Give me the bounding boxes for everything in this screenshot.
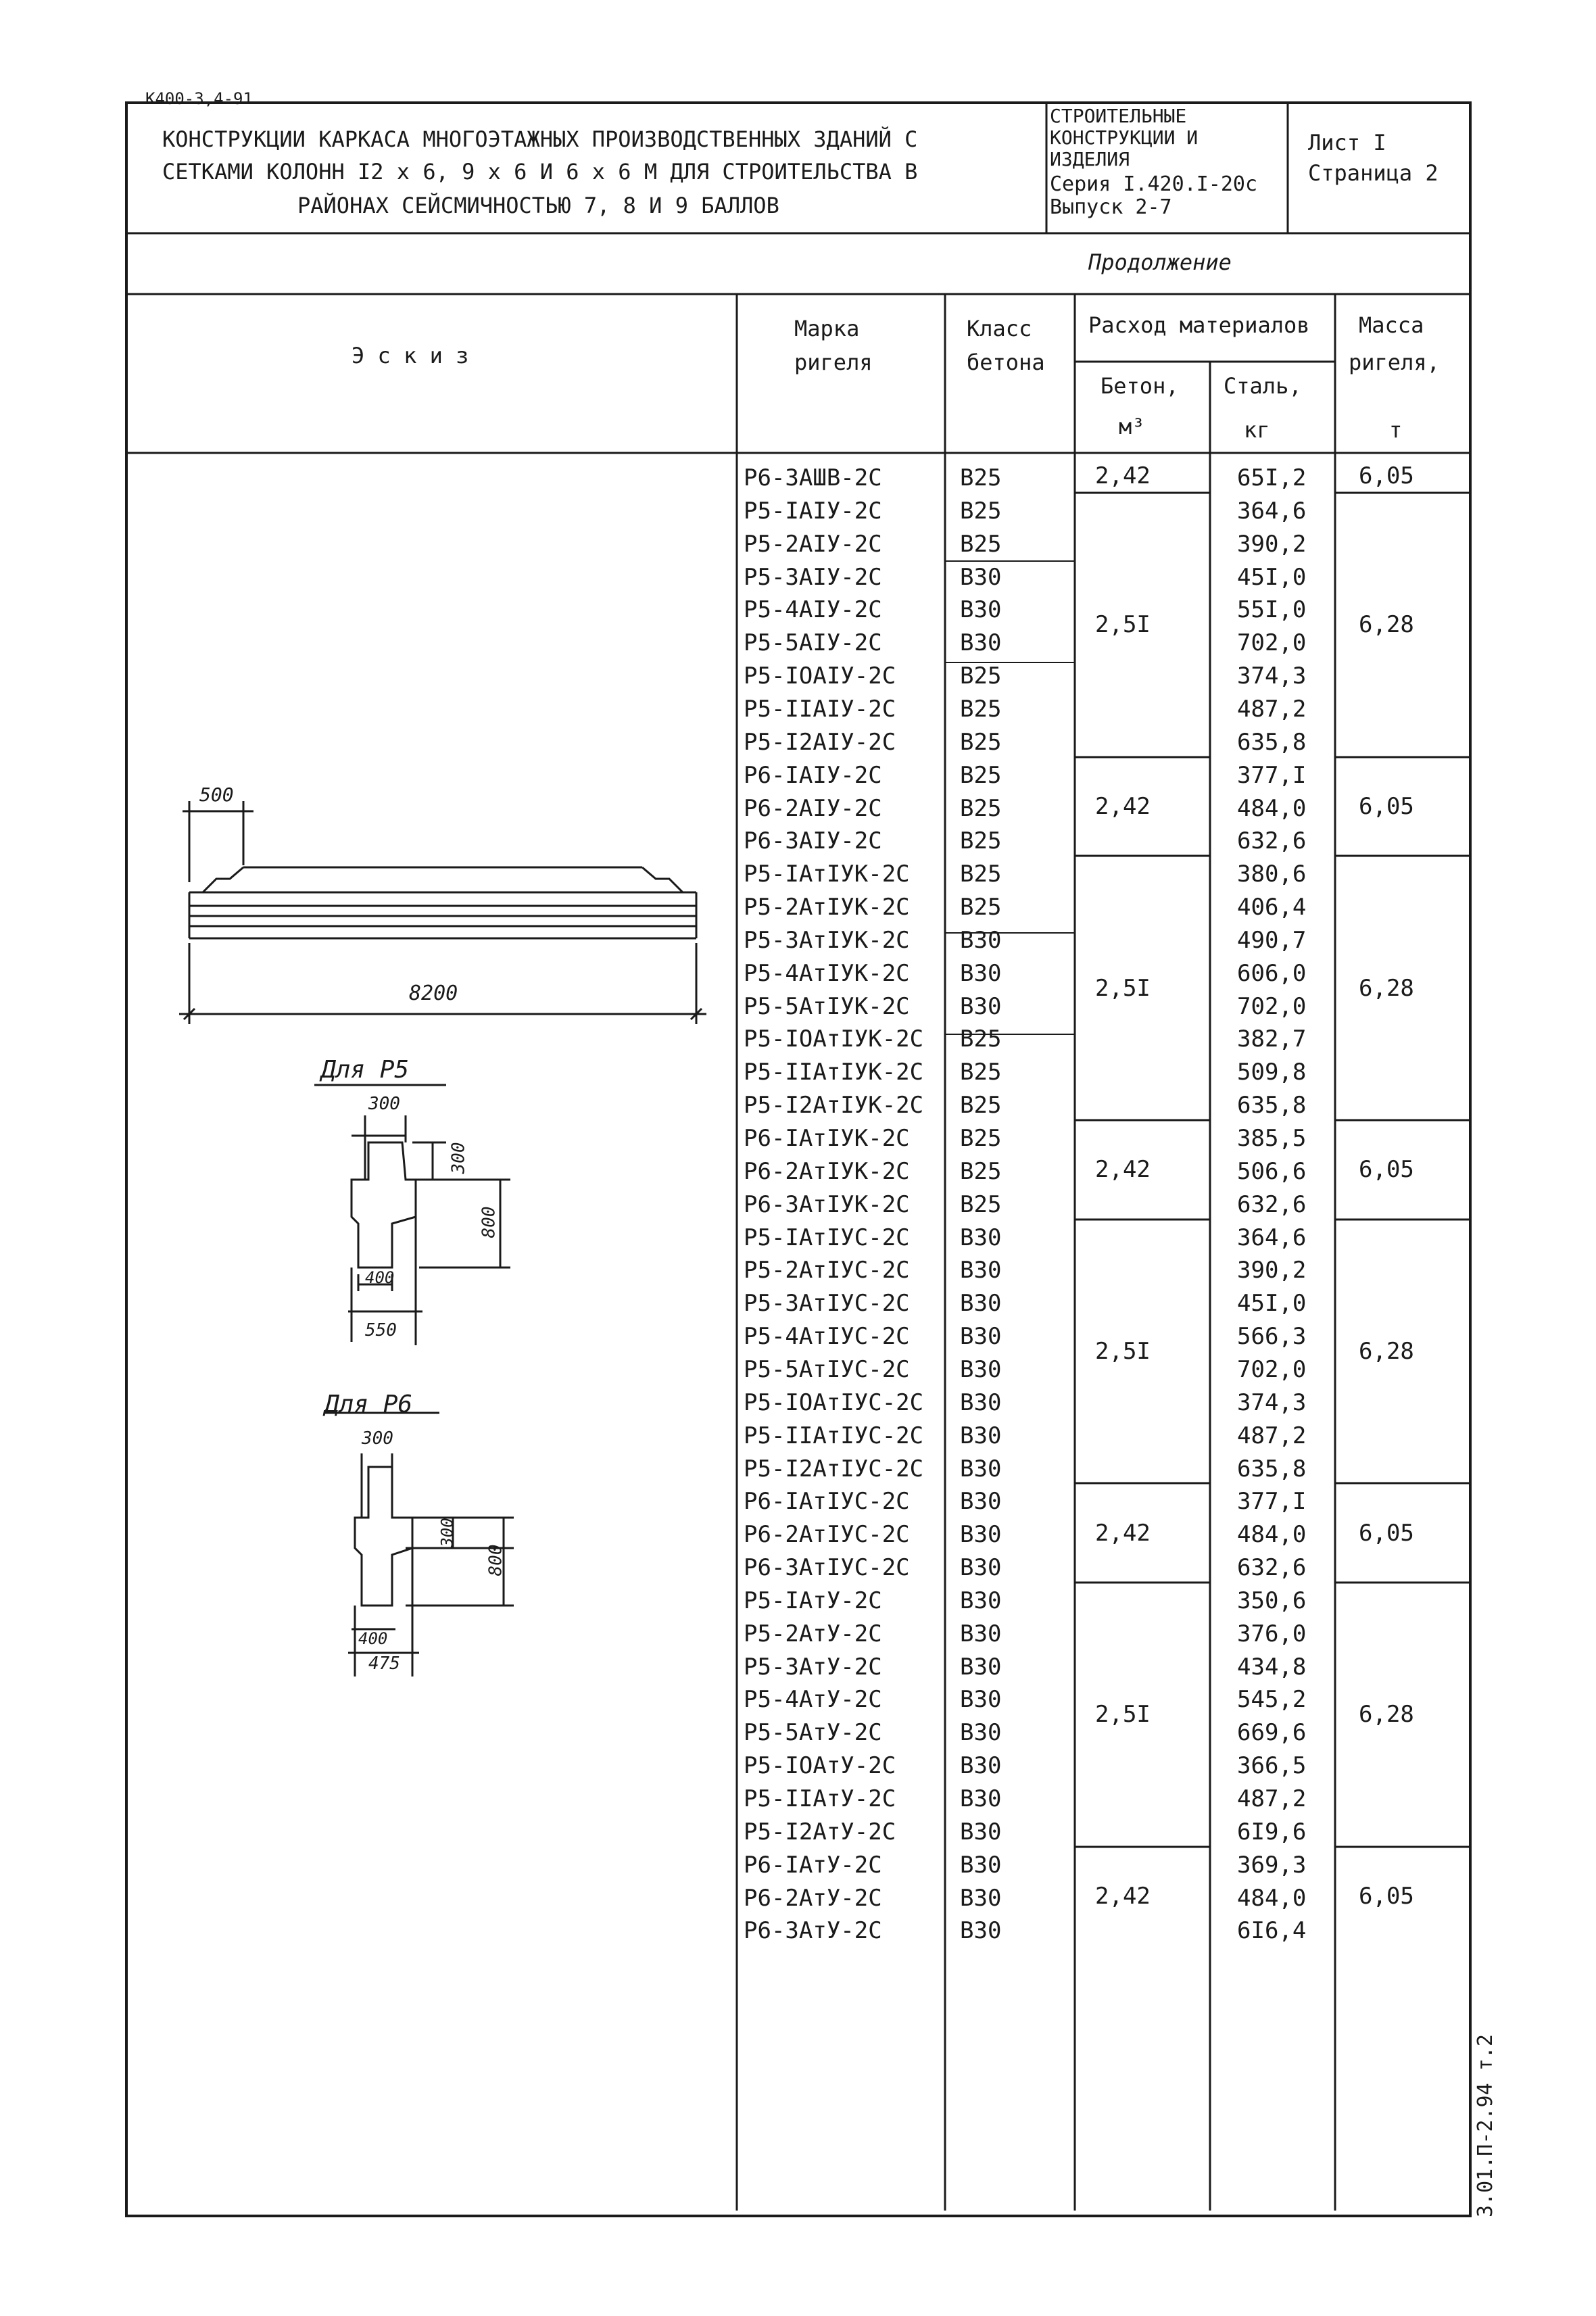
document-code: К400-3,4-91: [145, 89, 253, 108]
row-class: В30: [960, 1356, 1002, 1383]
group-mass: 6,28: [1359, 975, 1414, 1002]
row-class: В30: [960, 596, 1002, 623]
sheet-number: Лист I: [1308, 130, 1386, 155]
row-class: В30: [960, 1323, 1002, 1350]
group-concrete: 2,42: [1095, 793, 1151, 820]
row-class: В30: [960, 1422, 1002, 1449]
row-class: В30: [960, 1389, 1002, 1416]
p5-dim-800: 800: [479, 1206, 500, 1238]
row-steel: 487,2: [1237, 1785, 1307, 1812]
p6-dim-475: 475: [368, 1654, 400, 1674]
header-sketch: Э с к и з: [352, 343, 469, 368]
row-mark: Р6-3AIУ-2С: [744, 827, 882, 854]
header-concrete-2: м³: [1119, 414, 1145, 439]
row-class: В30: [960, 1852, 1002, 1879]
p5-dim-550: 550: [365, 1320, 397, 1341]
p6-dim-400: 400: [358, 1629, 388, 1648]
row-steel: 390,2: [1237, 531, 1307, 558]
row-class: В25: [960, 464, 1002, 491]
row-steel: 702,0: [1237, 1356, 1307, 1383]
row-steel: 484,0: [1237, 1521, 1307, 1548]
row-mark: Р5-IАтIУС-2С: [744, 1224, 910, 1251]
row-mark: Р5-IIАтУ-2С: [744, 1785, 896, 1812]
row-mark: Р5-3АтIУК-2С: [744, 927, 910, 954]
row-class: В30: [960, 1719, 1002, 1746]
p5-label: Для Р5: [321, 1056, 410, 1084]
continuation-label: Продолжение: [1088, 249, 1232, 275]
row-mark: Р5-4АтУ-2С: [744, 1686, 882, 1713]
row-class: В25: [960, 1059, 1002, 1086]
header-steel-2: кг: [1244, 417, 1270, 443]
group-mass: 6,28: [1359, 611, 1414, 638]
row-class: В25: [960, 696, 1002, 723]
series-line-3: ИЗДЕЛИЯ: [1050, 148, 1130, 170]
row-mark: Р5-4AIУ-2С: [744, 596, 882, 623]
row-steel: 390,2: [1237, 1257, 1307, 1284]
p6-dim-300-width: 300: [362, 1428, 393, 1449]
row-steel: 487,2: [1237, 696, 1307, 723]
row-class: В30: [960, 564, 1002, 591]
p5-dim-300-width: 300: [368, 1094, 400, 1114]
row-mark: Р6-3АтIУК-2С: [744, 1191, 910, 1218]
row-class: В30: [960, 1587, 1002, 1614]
row-steel: 369,3: [1237, 1852, 1307, 1879]
row-steel: 406,4: [1237, 894, 1307, 921]
row-steel: 635,8: [1237, 1455, 1307, 1482]
row-steel: 364,6: [1237, 498, 1307, 525]
row-steel: 366,5: [1237, 1752, 1307, 1779]
row-steel: 702,0: [1237, 629, 1307, 656]
row-steel: 380,6: [1237, 861, 1307, 888]
header-materials: Расход материалов: [1088, 312, 1310, 338]
group-mass: 6,05: [1359, 462, 1414, 489]
series-line-4: Серия I.420.I-20с: [1050, 172, 1258, 196]
row-class: В30: [960, 993, 1002, 1020]
row-steel: 506,6: [1237, 1158, 1307, 1185]
row-mark: Р5-4АтIУС-2С: [744, 1323, 910, 1350]
row-steel: 65I,2: [1237, 464, 1307, 491]
row-mark: Р5-IOAIУ-2С: [744, 662, 896, 690]
p6-dim-800: 800: [485, 1544, 506, 1576]
title-line-1: КОНСТРУКЦИИ КАРКАСА МНОГОЭТАЖНЫХ ПРОИЗВОДСТВЕННЫХ ЗДАНИЙ С: [162, 126, 918, 152]
row-class: В25: [960, 762, 1002, 789]
row-class: В25: [960, 1191, 1002, 1218]
row-class: В30: [960, 1290, 1002, 1317]
row-steel: 606,0: [1237, 960, 1307, 987]
row-mark: Р5-2АтIУК-2С: [744, 894, 910, 921]
row-class: В25: [960, 729, 1002, 756]
row-mark: Р5-IOАтIУК-2С: [744, 1026, 924, 1053]
header-mass-3: т: [1389, 417, 1403, 443]
title-line-3: РАЙОНАХ СЕЙСМИЧНОСТЬЮ 7, 8 И 9 БАЛЛОВ: [297, 193, 779, 218]
p5-dim-400: 400: [365, 1268, 395, 1287]
row-class: В30: [960, 1686, 1002, 1713]
page-number: Страница 2: [1308, 160, 1438, 186]
row-class: В30: [960, 960, 1002, 987]
row-class: В30: [960, 1554, 1002, 1581]
header-mass-2: ригеля,: [1349, 349, 1440, 375]
row-steel: 635,8: [1237, 1092, 1307, 1119]
row-class: В25: [960, 861, 1002, 888]
row-class: В30: [960, 927, 1002, 954]
dim-500: 500: [199, 783, 234, 806]
row-mark: Р6-IАтIУК-2С: [744, 1125, 910, 1152]
row-steel: 45I,0: [1237, 1290, 1307, 1317]
row-steel: 374,3: [1237, 662, 1307, 690]
row-steel: 434,8: [1237, 1654, 1307, 1681]
row-mark: Р5-2АтIУС-2С: [744, 1257, 910, 1284]
row-class: В25: [960, 1158, 1002, 1185]
row-steel: 490,7: [1237, 927, 1307, 954]
header-mark-2: ригеля: [794, 349, 873, 375]
row-class: В30: [960, 1455, 1002, 1482]
row-class: В30: [960, 1257, 1002, 1284]
row-steel: 484,0: [1237, 1885, 1307, 1912]
row-class: В25: [960, 662, 1002, 690]
row-class: В25: [960, 894, 1002, 921]
row-mark: Р5-IАтIУК-2С: [744, 861, 910, 888]
row-steel: 377,I: [1237, 762, 1307, 789]
row-mark: Р5-IАтУ-2С: [744, 1587, 882, 1614]
row-class: В30: [960, 1488, 1002, 1515]
row-mark: Р5-IIAIУ-2С: [744, 696, 896, 723]
group-concrete: 2,42: [1095, 1883, 1151, 1910]
group-concrete: 2,42: [1095, 1520, 1151, 1547]
header-mark-1: Марка: [794, 316, 860, 341]
row-mark: Р6-2АтУ-2С: [744, 1885, 882, 1912]
row-steel: 382,7: [1237, 1026, 1307, 1053]
group-concrete: 2,42: [1095, 1156, 1151, 1183]
row-steel: 702,0: [1237, 993, 1307, 1020]
group-concrete: 2,5I: [1095, 1701, 1151, 1728]
row-mark: Р5-2AIУ-2С: [744, 531, 882, 558]
row-class: В30: [960, 1521, 1002, 1548]
row-mark: Р5-IOАтУ-2С: [744, 1752, 896, 1779]
p5-dim-300-height: 300: [448, 1142, 469, 1174]
p6-dim-300-height: 300: [437, 1518, 457, 1547]
row-steel: 632,6: [1237, 1191, 1307, 1218]
row-class: В25: [960, 1092, 1002, 1119]
row-mark: Р5-3AIУ-2С: [744, 564, 882, 591]
row-class: В30: [960, 1917, 1002, 1944]
row-steel: 350,6: [1237, 1587, 1307, 1614]
row-mark: Р5-IOАтIУС-2С: [744, 1389, 924, 1416]
row-mark: Р6-3АШВ-2С: [744, 464, 882, 491]
row-steel: 484,0: [1237, 795, 1307, 822]
row-steel: 6I9,6: [1237, 1818, 1307, 1845]
row-mark: Р5-3АтУ-2С: [744, 1654, 882, 1681]
group-mass: 6,28: [1359, 1338, 1414, 1365]
row-mark: Р5-2АтУ-2С: [744, 1620, 882, 1647]
row-steel: 364,6: [1237, 1224, 1307, 1251]
row-steel: 487,2: [1237, 1422, 1307, 1449]
series-line-2: КОНСТРУКЦИИ И: [1050, 126, 1199, 149]
dim-8200: 8200: [409, 982, 458, 1005]
row-mark: Р6-2АтIУС-2С: [744, 1521, 910, 1548]
row-mark: Р5-IIАтIУС-2С: [744, 1422, 924, 1449]
group-mass: 6,05: [1359, 1883, 1414, 1910]
row-steel: 632,6: [1237, 1554, 1307, 1581]
row-steel: 374,3: [1237, 1389, 1307, 1416]
row-mark: Р5-IAIУ-2С: [744, 498, 882, 525]
row-steel: 635,8: [1237, 729, 1307, 756]
row-steel: 509,8: [1237, 1059, 1307, 1086]
title-line-2: СЕТКАМИ КОЛОНН I2 х 6, 9 х 6 И 6 х 6 М ДЛЯ СТРОИТЕЛЬСТВА В: [162, 159, 918, 185]
row-mark: Р5-5АтIУС-2С: [744, 1356, 910, 1383]
row-class: В30: [960, 1752, 1002, 1779]
row-mark: Р6-IАтIУС-2С: [744, 1488, 910, 1515]
row-class: В30: [960, 629, 1002, 656]
row-steel: 669,6: [1237, 1719, 1307, 1746]
row-mark: Р6-2AIУ-2С: [744, 795, 882, 822]
row-mark: Р5-I2АтIУС-2С: [744, 1455, 924, 1482]
row-class: В25: [960, 1026, 1002, 1053]
row-class: В30: [960, 1654, 1002, 1681]
row-steel: 632,6: [1237, 827, 1307, 854]
row-mark: Р6-3АтУ-2С: [744, 1917, 882, 1944]
row-mark: Р5-5АтУ-2С: [744, 1719, 882, 1746]
group-mass: 6,05: [1359, 793, 1414, 820]
row-steel: 376,0: [1237, 1620, 1307, 1647]
series-line-1: СТРОИТЕЛЬНЫЕ: [1050, 105, 1187, 127]
side-stamp: 3.01.П-2.94 т.2: [1474, 2034, 1497, 2217]
row-mark: Р6-3АтIУС-2С: [744, 1554, 910, 1581]
row-steel: 6I6,4: [1237, 1917, 1307, 1944]
header-concrete-1: Бетон,: [1101, 373, 1179, 399]
group-concrete: 2,5I: [1095, 1338, 1151, 1365]
group-mass: 6,05: [1359, 1520, 1414, 1547]
row-steel: 55I,0: [1237, 596, 1307, 623]
row-mark: Р6-IАтУ-2С: [744, 1852, 882, 1879]
row-mark: Р5-I2AIУ-2С: [744, 729, 896, 756]
row-steel: 545,2: [1237, 1686, 1307, 1713]
row-mark: Р5-5AIУ-2С: [744, 629, 882, 656]
row-class: В25: [960, 827, 1002, 854]
row-mark: Р5-I2АтУ-2С: [744, 1818, 896, 1845]
series-line-5: Выпуск 2-7: [1050, 195, 1172, 219]
row-class: В30: [960, 1620, 1002, 1647]
row-mark: Р5-4АтIУК-2С: [744, 960, 910, 987]
row-steel: 377,I: [1237, 1488, 1307, 1515]
row-class: В30: [960, 1818, 1002, 1845]
row-class: В25: [960, 498, 1002, 525]
header-mass-1: Масса: [1359, 312, 1424, 338]
row-mark: Р5-3АтIУС-2С: [744, 1290, 910, 1317]
row-class: В30: [960, 1224, 1002, 1251]
row-class: В25: [960, 795, 1002, 822]
row-mark: Р5-5АтIУК-2С: [744, 993, 910, 1020]
group-mass: 6,05: [1359, 1156, 1414, 1183]
row-mark: Р5-IIАтIУК-2С: [744, 1059, 924, 1086]
group-concrete: 2,5I: [1095, 975, 1151, 1002]
row-class: В25: [960, 531, 1002, 558]
group-mass: 6,28: [1359, 1701, 1414, 1728]
group-concrete: 2,42: [1095, 462, 1151, 489]
row-mark: Р5-I2АтIУК-2С: [744, 1092, 924, 1119]
row-class: В25: [960, 1125, 1002, 1152]
header-steel-1: Сталь,: [1224, 373, 1302, 399]
row-mark: Р6-2АтIУК-2С: [744, 1158, 910, 1185]
group-concrete: 2,5I: [1095, 611, 1151, 638]
header-class-2: бетона: [967, 349, 1045, 375]
row-steel: 385,5: [1237, 1125, 1307, 1152]
row-class: В30: [960, 1885, 1002, 1912]
row-steel: 45I,0: [1237, 564, 1307, 591]
row-mark: Р6-IAIУ-2С: [744, 762, 882, 789]
row-steel: 566,3: [1237, 1323, 1307, 1350]
row-class: В30: [960, 1785, 1002, 1812]
header-class-1: Класс: [967, 316, 1032, 341]
p6-label: Для Р6: [324, 1391, 413, 1418]
